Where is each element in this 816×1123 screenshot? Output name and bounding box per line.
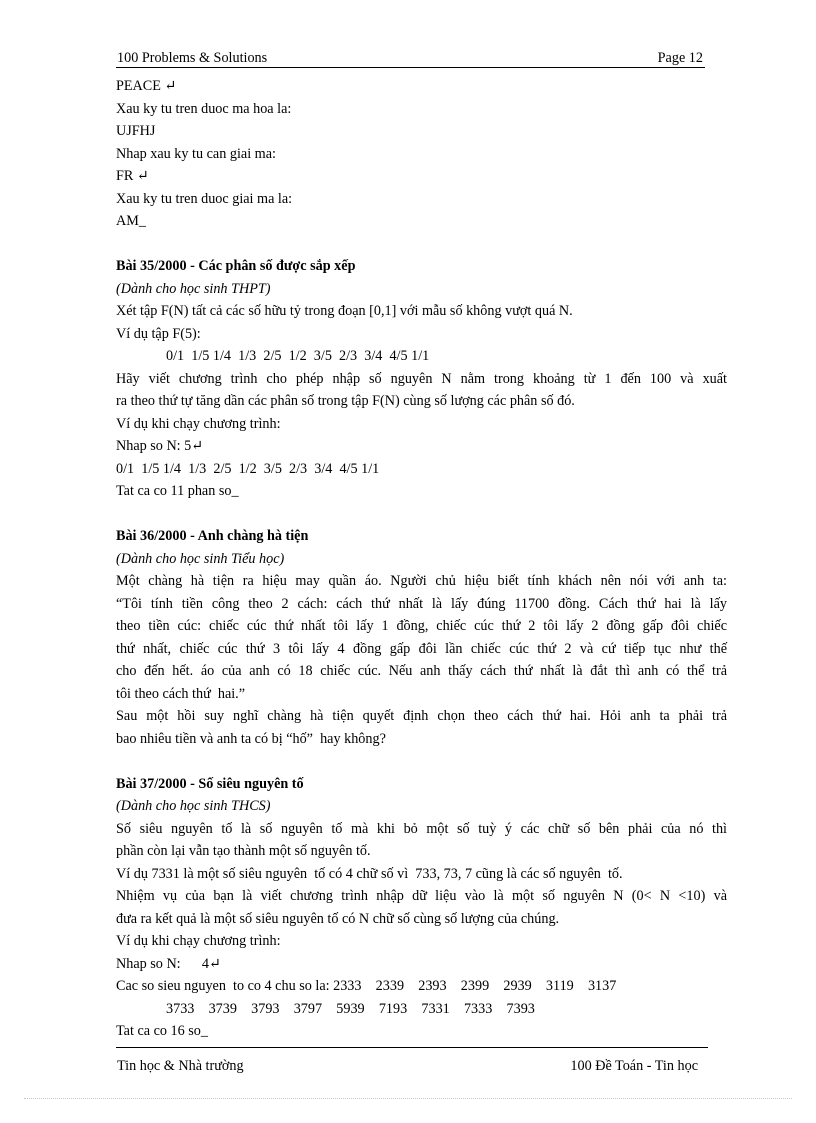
problem-37-text: phần còn lại vẫn tạo thành một số nguyên tố. bbox=[116, 843, 371, 859]
problem-37-run: Tat ca co 16 so_ bbox=[116, 1023, 208, 1039]
problem-35-text: Ví dụ tập F(5): bbox=[116, 325, 201, 342]
problem-37-run: 3733 3739 3793 3797 5939 7193 7331 7333 7393 bbox=[166, 1000, 535, 1017]
intro-line: Xau ky tu tren duoc ma hoa la: bbox=[116, 100, 292, 117]
intro-line: UJFHJ bbox=[116, 123, 156, 139]
page-edge-divider bbox=[24, 1098, 792, 1099]
problem-35-audience: (Dành cho học sinh THPT) bbox=[116, 280, 271, 297]
problem-36-title: Bài 36/2000 - Anh chàng hà tiện bbox=[116, 528, 309, 544]
problem-37-title: Bài 37/2000 - Số siêu nguyên tố bbox=[116, 775, 304, 792]
problem-36-text: cho đến hết. áo của anh có 18 chiếc cúc. Nếu anh thấy cách thứ nhất là đắt thì anh có thể trả bbox=[116, 663, 727, 679]
problem-36-text: Một chàng hà tiện ra hiệu may quần áo. Người chủ hiệu biết tính khách nên nói với anh ta: bbox=[116, 573, 727, 589]
page-footer bbox=[116, 1047, 708, 1074]
problem-36-text: “Tôi tính tiền công theo 2 cách: cách thứ nhất là lấy đúng 11700 đồng. Cách thứ hai là lấy bbox=[116, 595, 727, 612]
problem-37-run: Ví dụ khi chạy chương trình: bbox=[116, 933, 281, 949]
problem-37-text: đưa ra kết quả là một số siêu nguyên tố có N chữ số cùng số lượng của chúng. bbox=[116, 910, 560, 927]
problem-35-run: Nhap so N: 5↵ bbox=[116, 438, 204, 454]
footer-right: 100 Đề Toán - Tin học bbox=[570, 1058, 698, 1074]
footer-left: Tin học & Nhà trường bbox=[117, 1058, 244, 1074]
page-body bbox=[116, 75, 727, 1043]
problem-35-title: Bài 35/2000 - Các phân số được sắp xếp bbox=[116, 258, 356, 274]
intro-line: AM_ bbox=[116, 213, 146, 229]
problem-35-text: Hãy viết chương trình cho phép nhập số nguyên N nằm trong khoảng từ 1 đến 100 và xuất bbox=[116, 370, 727, 387]
intro-line: Xau ky tu tren duoc giai ma la: bbox=[116, 190, 293, 207]
problem-36-text: tôi theo cách thứ hai.” bbox=[116, 685, 246, 702]
problem-35-text: Xét tập F(N) tất cả các số hữu tỷ trong đoạn [0,1] với mẫu số không vượt quá N. bbox=[116, 303, 573, 319]
problem-35-run: Ví dụ khi chạy chương trình: bbox=[116, 415, 281, 432]
problem-35-run: Tat ca co 11 phan so_ bbox=[116, 483, 239, 499]
problem-37-text: Ví dụ 7331 là một số siêu nguyên tố có 4 chữ số vì 733, 73, 7 cũng là các số nguyên tố. bbox=[116, 865, 623, 882]
problem-37-text: Số siêu nguyên tố là số nguyên tố mà khi bỏ một số tuỳ ý các chữ số bên phải của nó thì bbox=[116, 820, 727, 837]
problem-36-audience: (Dành cho học sinh Tiểu học) bbox=[116, 550, 285, 567]
intro-line: FR ↵ bbox=[116, 168, 149, 184]
problem-35-text: ra theo thứ tự tăng dần các phân số trong tập F(N) cùng số lượng các phân số đó. bbox=[116, 393, 575, 409]
problem-35-example-row: 0/1 1/5 1/4 1/3 2/5 1/2 3/5 2/3 3/4 4/5 1/1 bbox=[166, 348, 430, 364]
problem-37-run: Cac so sieu nguyen to co 4 chu so la: 2333 2339 2393 2399 2939 3119 3137 bbox=[116, 978, 617, 994]
problem-37-audience: (Dành cho học sinh THCS) bbox=[116, 798, 271, 814]
problem-37-run: Nhap so N: 4↵ bbox=[116, 955, 221, 972]
problem-37-text: Nhiệm vụ của bạn là viết chương trình nhập dữ liệu vào là một số nguyên N (0< N <10) và bbox=[116, 888, 727, 904]
problem-36-text: thứ nhất, chiếc cúc thứ 3 tôi lấy 4 đồng gấp đôi lần chiếc cúc thứ 2 và cứ tiếp tục như thế bbox=[116, 640, 727, 657]
header-title: 100 Problems & Solutions bbox=[117, 50, 268, 66]
page-header bbox=[116, 50, 705, 68]
problem-35-run: 0/1 1/5 1/4 1/3 2/5 1/2 3/5 2/3 3/4 4/5 1/1 bbox=[116, 460, 380, 477]
intro-line: PEACE ↵ bbox=[116, 78, 177, 94]
problem-36-text: theo tiền cúc: chiếc cúc thứ nhất tôi lấy 1 đồng, chiếc cúc thứ 2 tôi lấy 2 đồng gấp đôi chiếc bbox=[116, 618, 727, 634]
problem-36-text: Sau một hồi suy nghĩ chàng hà tiện quyết định chọn theo cách thứ hai. Hỏi anh ta phải trả bbox=[116, 708, 727, 724]
header-page-number: Page 12 bbox=[657, 50, 703, 66]
problem-36-text: bao nhiêu tiền và anh ta có bị “hố” hay không? bbox=[116, 730, 386, 747]
intro-line: Nhap xau ky tu can giai ma: bbox=[116, 145, 276, 162]
